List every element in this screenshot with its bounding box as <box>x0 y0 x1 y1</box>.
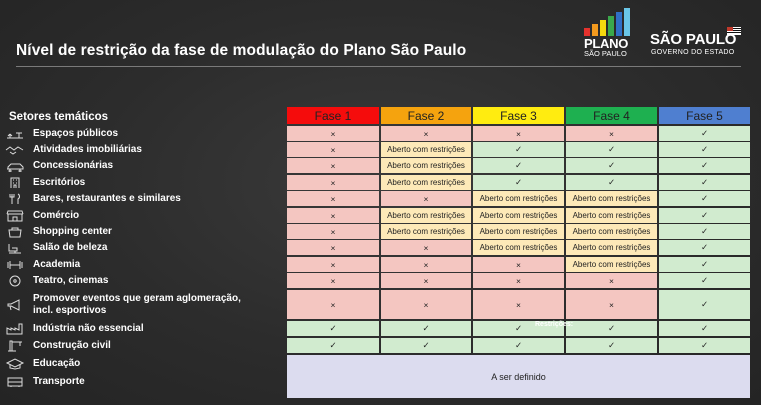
closed-cell <box>381 126 471 141</box>
open-cell <box>473 158 564 173</box>
cross-mark-icon: × <box>330 193 336 204</box>
open-cell <box>659 273 750 288</box>
cross-mark-icon: × <box>516 128 521 139</box>
open-cell <box>659 240 750 255</box>
cross-mark-icon: × <box>423 128 429 139</box>
closed-cell <box>287 290 379 319</box>
cross-mark-icon: × <box>330 144 336 155</box>
check-mark-icon: ✓ <box>607 144 616 154</box>
open-cell <box>287 338 379 353</box>
open-cell <box>381 321 471 336</box>
closed-cell <box>473 273 564 288</box>
check-mark-icon: ✓ <box>700 160 709 170</box>
check-mark-icon: ✓ <box>607 340 616 350</box>
park-icon <box>4 127 26 140</box>
open-cell <box>473 338 564 353</box>
restriction-text: Aberto com restrições <box>479 211 558 220</box>
check-mark-icon: ✓ <box>422 323 430 333</box>
open-cell <box>659 175 750 190</box>
restricted-cell <box>381 158 471 173</box>
restricted-cell <box>473 224 564 239</box>
restriction-text: Aberto com restrições <box>572 243 651 252</box>
open-cell <box>659 321 750 336</box>
phase-header-1: Fase 1 <box>287 107 379 124</box>
closed-cell <box>381 240 471 255</box>
restriction-text: Aberto com restrições <box>572 227 651 236</box>
sector-row-label <box>4 126 274 141</box>
title-divider <box>16 66 741 67</box>
cross-mark-icon: × <box>609 299 614 310</box>
closed-cell <box>381 257 471 272</box>
restricted-cell <box>381 224 471 239</box>
closed-cell <box>381 191 471 206</box>
check-mark-icon: ✓ <box>700 210 709 220</box>
restricted-cell <box>566 257 657 272</box>
restriction-text: Aberto com restrições <box>479 243 558 252</box>
phase-header-5: Fase 5 <box>659 107 750 124</box>
restricted-cell <box>566 208 657 223</box>
open-cell <box>566 158 657 173</box>
sector-row-label <box>4 273 274 288</box>
dumbbell-icon <box>4 258 26 271</box>
sp-logo-line2: GOVERNO DO ESTADO <box>651 49 735 56</box>
open-cell <box>659 338 750 353</box>
plano-logo-line1: PLANO <box>584 36 629 51</box>
restriction-text: Aberto com restrições <box>387 178 465 187</box>
restricted-cell <box>473 208 564 223</box>
cross-mark-icon: × <box>330 160 336 171</box>
sector-name: Construção civil <box>33 339 111 351</box>
sector-name: Promover eventos que geram aglomeração, incl. esportivos <box>33 292 241 316</box>
sp-logo-line1: SÃO PAULO <box>650 31 737 48</box>
open-cell <box>659 191 750 206</box>
sector-row-label <box>4 224 274 239</box>
storefront-icon <box>4 209 26 222</box>
sector-row-label <box>4 240 274 255</box>
sector-row-label <box>4 257 274 272</box>
closed-cell <box>287 257 379 272</box>
cross-mark-icon: × <box>609 128 614 139</box>
closed-cell <box>287 191 379 206</box>
sector-row-label <box>4 158 274 173</box>
open-cell <box>659 142 750 157</box>
check-mark-icon: ✓ <box>700 299 709 309</box>
sector-name: Shopping center <box>33 225 112 237</box>
cross-mark-icon: × <box>330 259 336 270</box>
check-mark-icon: ✓ <box>514 340 523 350</box>
open-cell <box>659 290 750 319</box>
salon-chair-icon <box>4 241 26 254</box>
sector-name: Indústria não essencial <box>33 322 144 334</box>
sector-name: Bares, restaurantes e similares <box>33 192 181 204</box>
sector-name: Concessionárias <box>33 159 114 171</box>
restricted-cell <box>566 191 657 206</box>
plano-sao-paulo-logo <box>584 8 636 60</box>
check-mark-icon: ✓ <box>700 259 709 269</box>
sector-row-label <box>4 355 274 372</box>
film-reel-icon <box>4 274 26 287</box>
check-mark-icon: ✓ <box>607 177 616 187</box>
check-mark-icon: ✓ <box>700 144 709 154</box>
plano-logo-line2: SÃO PAULO <box>584 49 627 58</box>
check-mark-icon: ✓ <box>514 177 523 187</box>
sector-row-label <box>4 191 274 206</box>
closed-cell <box>566 290 657 319</box>
open-cell <box>381 338 471 353</box>
car-icon <box>4 159 26 172</box>
restriction-text: Aberto com restrições <box>479 194 558 203</box>
cross-mark-icon: × <box>609 275 614 286</box>
check-mark-icon: ✓ <box>514 160 523 170</box>
open-cell <box>659 158 750 173</box>
phase-header-4: Fase 4 <box>566 107 657 124</box>
check-mark-icon: ✓ <box>329 323 337 333</box>
restricted-cell <box>566 224 657 239</box>
sector-name: Salão de beleza <box>33 241 108 253</box>
restricted-cell <box>473 240 564 255</box>
restriction-text: Aberto com restrições <box>572 194 651 203</box>
restriction-text: Aberto com restrições <box>387 145 465 154</box>
factory-icon <box>4 322 26 335</box>
open-cell <box>566 175 657 190</box>
check-mark-icon: ✓ <box>422 340 430 350</box>
open-cell <box>473 175 564 190</box>
overlay-note: Restrições: <box>535 321 574 328</box>
sector-row-label <box>4 338 274 353</box>
closed-cell <box>566 273 657 288</box>
closed-cell <box>473 126 564 141</box>
sector-header: Setores temáticos <box>9 111 109 123</box>
check-mark-icon: ✓ <box>700 340 709 350</box>
cross-mark-icon: × <box>330 242 336 253</box>
cross-mark-icon: × <box>516 275 521 286</box>
sector-row-label <box>4 142 274 157</box>
check-mark-icon: ✓ <box>607 323 616 333</box>
cross-mark-icon: × <box>330 299 336 310</box>
check-mark-icon: ✓ <box>700 323 709 333</box>
closed-cell <box>381 290 471 319</box>
closed-cell <box>287 158 379 173</box>
restricted-cell <box>473 191 564 206</box>
check-mark-icon: ✓ <box>514 323 523 333</box>
sector-row-label <box>4 321 274 336</box>
cross-mark-icon: × <box>516 259 521 270</box>
governo-sp-logo <box>650 32 745 60</box>
cross-mark-icon: × <box>330 128 336 139</box>
cross-mark-icon: × <box>423 242 429 253</box>
sector-name: Comércio <box>33 209 80 221</box>
cross-mark-icon: × <box>330 226 336 237</box>
cross-mark-icon: × <box>423 275 429 286</box>
restricted-cell <box>381 142 471 157</box>
page-title: Nível de restrição da fase de modulação do Plano São Paulo <box>16 42 467 59</box>
sector-name: Escritórios <box>33 176 86 188</box>
closed-cell <box>473 290 564 319</box>
restriction-text: Aberto com restrições <box>387 211 465 220</box>
cross-mark-icon: × <box>423 259 429 270</box>
check-mark-icon: ✓ <box>700 177 709 187</box>
check-mark-icon: ✓ <box>700 128 709 138</box>
cross-mark-icon: × <box>330 210 336 221</box>
closed-cell <box>473 257 564 272</box>
sector-row-label <box>4 175 274 190</box>
restriction-text: Aberto com restrições <box>572 260 651 269</box>
check-mark-icon: ✓ <box>514 144 523 154</box>
sector-name: Atividades imobiliárias <box>33 143 142 155</box>
open-cell <box>659 208 750 223</box>
check-mark-icon: ✓ <box>607 160 616 170</box>
check-mark-icon: ✓ <box>700 242 709 252</box>
restricted-cell <box>566 240 657 255</box>
sector-name: Educação <box>33 357 81 369</box>
cross-mark-icon: × <box>423 299 429 310</box>
open-cell <box>659 126 750 141</box>
check-mark-icon: ✓ <box>329 340 337 350</box>
sector-name: Teatro, cinemas <box>33 274 109 286</box>
check-mark-icon: ✓ <box>700 226 709 236</box>
handshake-icon <box>4 143 26 156</box>
closed-cell <box>287 224 379 239</box>
restriction-text: Aberto com restrições <box>479 227 558 236</box>
restriction-text: Aberto com restrições <box>387 227 465 236</box>
cross-mark-icon: × <box>330 275 336 286</box>
shopping-bag-icon <box>4 225 26 238</box>
sector-name: Transporte <box>33 375 85 387</box>
closed-cell <box>566 126 657 141</box>
closed-cell <box>287 142 379 157</box>
open-cell <box>566 338 657 353</box>
open-cell <box>566 142 657 157</box>
closed-cell <box>287 240 379 255</box>
restriction-text: Aberto com restrições <box>572 211 651 220</box>
cross-mark-icon: × <box>423 193 429 204</box>
undefined-label: A ser definido <box>491 371 546 382</box>
sector-name: Espaços públicos <box>33 127 119 139</box>
undefined-banner <box>287 355 750 398</box>
crane-icon <box>4 339 26 352</box>
closed-cell <box>287 273 379 288</box>
open-cell <box>473 142 564 157</box>
sector-row-label <box>4 373 274 390</box>
check-mark-icon: ✓ <box>700 275 709 285</box>
restricted-cell <box>381 208 471 223</box>
phase-header-3: Fase 3 <box>473 107 564 124</box>
open-cell <box>659 257 750 272</box>
office-building-icon <box>4 176 26 189</box>
open-cell <box>566 321 657 336</box>
cross-mark-icon: × <box>516 299 521 310</box>
sector-name: Academia <box>33 258 81 270</box>
restricted-cell <box>381 175 471 190</box>
closed-cell <box>287 208 379 223</box>
megaphone-icon <box>4 298 26 311</box>
closed-cell <box>287 175 379 190</box>
sector-row-label <box>4 290 254 319</box>
bars-graphic-icon <box>584 8 636 36</box>
closed-cell <box>381 273 471 288</box>
restriction-text: Aberto com restrições <box>387 161 465 170</box>
cross-mark-icon: × <box>330 177 336 188</box>
cutlery-icon <box>4 192 26 205</box>
phase-header-2: Fase 2 <box>381 107 471 124</box>
closed-cell <box>287 126 379 141</box>
open-cell <box>287 321 379 336</box>
school-icon <box>4 357 26 370</box>
sector-row-label <box>4 208 274 223</box>
open-cell <box>659 224 750 239</box>
check-mark-icon: ✓ <box>700 193 709 203</box>
bus-icon <box>4 375 26 388</box>
